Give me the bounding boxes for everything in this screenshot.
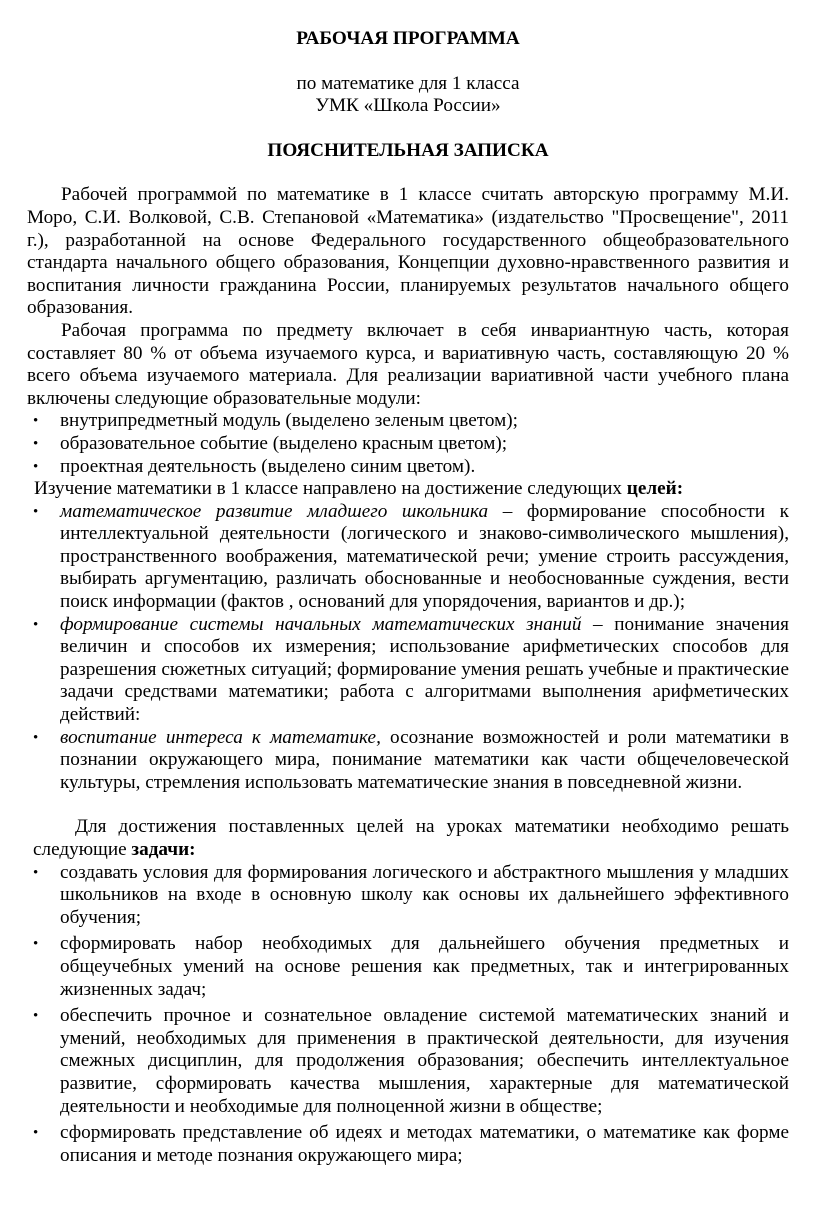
list-item: • воспитание интереса к математике, осознание возможностей и роли математики в познании окружающего мира, понимание математики как части общечеловеческой культуры, стремления использовать математические знания в повседневной жизни. [33, 726, 789, 793]
bullet-icon: • [33, 458, 39, 475]
section-title-explanatory-note: ПОЯСНИТЕЛЬНАЯ ЗАПИСКА [267, 139, 549, 161]
document-title: РАБОЧАЯ ПРОГРАММА [296, 28, 520, 49]
list-item: • внутрипредметный модуль (выделено зеленым цветом); [33, 410, 518, 432]
list-item: • формирование системы начальных математических знаний – понимание значения величин и способов их измерения; использование арифметических способов для разрешения сюжетных ситуаций; формирование умения решать учебные и практические задачи средствами математики; работа с алгоритмами выполнения арифметических действий: [33, 613, 790, 726]
list-item: • проектная деятельность (выделено синим цветом). [33, 455, 476, 477]
goals-lead: Изучение математики в 1 классе направлено на достижение следующих целей: [34, 478, 684, 500]
bullet-icon: • [33, 503, 39, 520]
list-item: • математическое развитие младшего школьника – формирование способности к интеллектуальной деятельности (логического и знаково-символического мышления), пространственного воображения, математической речи; умение строить рассуждения, выбирать аргументацию, различать обоснованные и необоснованные суждения, вести поиск информации (фактов , оснований для упорядочения, вариантов и др.); [33, 500, 789, 613]
bullet-icon: • [33, 936, 39, 953]
tasks-lead-line-1: Для достижения поставленных целей на уроках математики необходимо решать [75, 816, 789, 838]
list-item: • создавать условия для формирования логического и абстрактного мышления у младших школьников на входе в основную школу как основы их дальнейшего эффективного обучения; [33, 861, 789, 928]
list-item: • сформировать набор необходимых для дальнейшего обучения предметных и общеучебных умений на основе решения как предметных, так и интегрированных жизненных задач; [33, 933, 789, 1000]
intro-paragraph-1: Рабочей программой по математике в 1 классе считать авторскую программу М.И. Моро, С.И. Волковой, С.В. Степановой «Математика» (издательство "Просвещение", 2011 г.), разработанной на основе Федерального государственного общеобразовательного стандарта начального общего образования, Концепции духовно-нравственного развития и воспитания личности гражданина России, планируемых результатов начального общего образования. [27, 184, 789, 319]
list-item: • обеспечить прочное и сознательное овладение системой математических знаний и умений, необходимых для применения в практической деятельности, для изучения смежных дисциплин, для продолжения образования; обеспечить интеллектуальное развитие, сформировать качества мышления, характерные для математической деятельности и необходимые для полноценной жизни в обществе; [33, 1005, 789, 1117]
tasks-lead-line-2: следующие задачи: [33, 839, 196, 860]
list-item: • сформировать представление об идеях и методах математики, о математике как форме описания и методе познания окружающего мира; [33, 1122, 789, 1166]
goals-list [27, 501, 789, 795]
list-item: • образовательное событие (выделено красным цветом); [33, 432, 508, 454]
bullet-icon: • [33, 729, 39, 746]
document-subtitle-umk: УМК «Школа России» [315, 95, 501, 117]
document-page [27, 20, 789, 1171]
bullet-icon: • [33, 413, 39, 430]
bullet-icon: • [33, 1008, 39, 1025]
bullet-icon: • [33, 1125, 39, 1142]
intro-paragraph-2: Рабочая программа по предмету включает в себя инвариантную часть, которая составляет 80 % от объема изучаемого курса, и вариативную часть, составляющую 20 % всего объема изучаемого материала. Для реализации вариативной части учебного плана включены следующие образовательные модули: [27, 319, 789, 409]
tasks-list [27, 862, 789, 1168]
bullet-icon: • [33, 864, 39, 881]
modules-list [27, 410, 789, 478]
bullet-icon: • [33, 616, 39, 633]
document-subtitle-subject: по математике для 1 класса [296, 72, 520, 94]
bullet-icon: • [33, 435, 39, 452]
